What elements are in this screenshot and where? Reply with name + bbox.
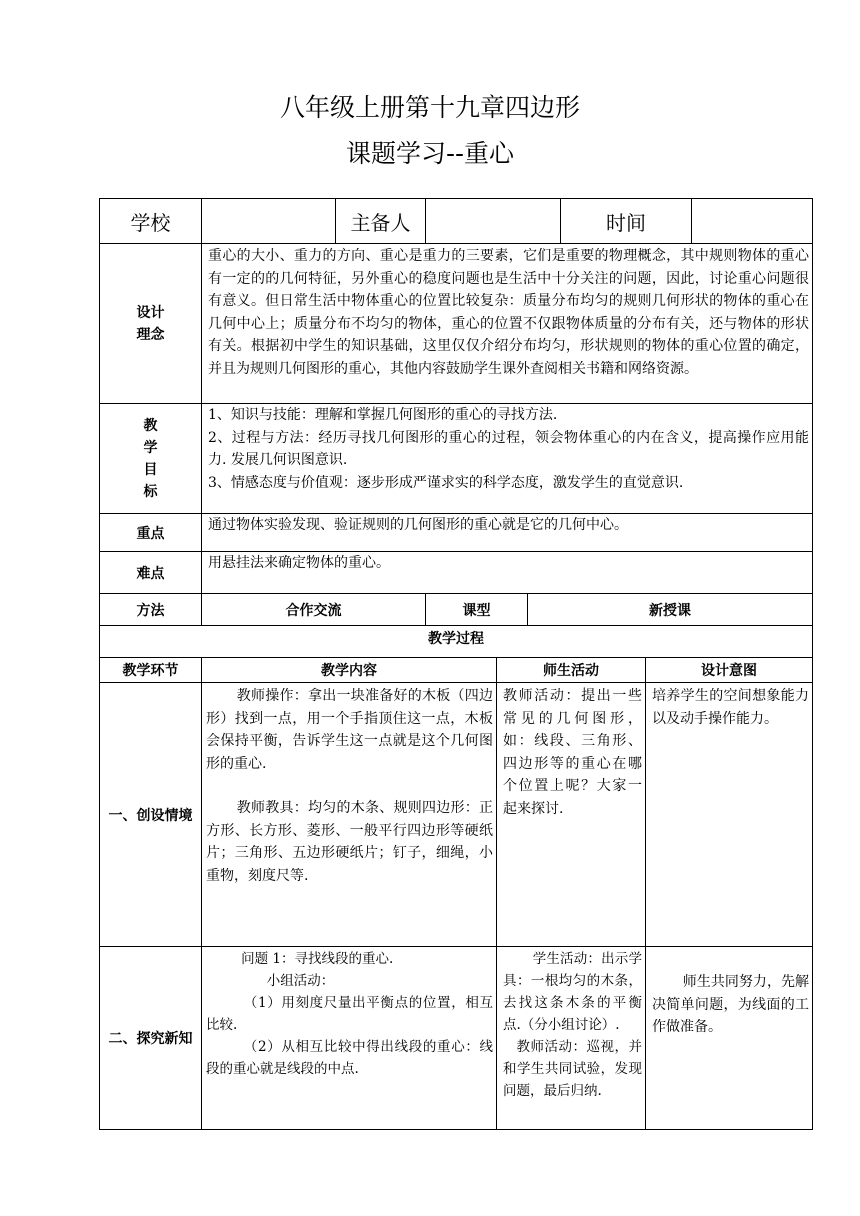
document-subtitle: 课题学习--重心	[345, 139, 515, 168]
column-header-content: 教学内容	[321, 663, 377, 679]
stage-2-label: 二、探究新知	[108, 1031, 193, 1047]
preparer-label: 主备人	[350, 210, 411, 235]
stage-2-intent: 师生共同努力，先解决简单问题，为线面的工作做准备。	[652, 974, 809, 1035]
stage-1-intent: 培养学生的空间想象能力以及动手操作能力。	[652, 688, 809, 727]
difficulty-label: 难点	[136, 565, 165, 582]
stage-1-label: 一、创设情境	[108, 807, 193, 824]
key-point-text: 通过物体实验发现、验证规则的几何图形的重心就是它的几何中心。	[208, 517, 628, 533]
process-heading: 教学过程	[428, 631, 484, 647]
objective-item: 1、知识与技能：理解和掌握几何图形的重心的寻找方法.	[208, 407, 558, 423]
method-label: 方法	[136, 602, 165, 619]
column-header-activity: 师生活动	[543, 663, 599, 679]
design-concept-label: 设计 理念	[136, 304, 165, 343]
column-header-stage: 教学环节	[122, 663, 179, 679]
lesson-type-value: 新授课	[649, 602, 691, 619]
objectives-label: 教 学 目 标	[143, 417, 158, 500]
objective-item: 3、情感态度与价值观：逐步形成严谨求实的科学态度，激发学生的直觉意识.	[208, 474, 684, 491]
stage-2-content: 问题 1：寻找线段的重心. 小组活动： （1）用刻度尺量出平衡点的位置，相互比较. （2）从相互比较中得出线段的重心：线段的重心就是线段的中点.	[206, 951, 493, 1077]
key-point-label: 重点	[136, 525, 165, 542]
stage-1-content: 教师操作：拿出一块准备好的木板（四边形）找到一点，用一个手指顶住这一点，木板会保持平衡，告诉学生这一点就是这个几何图形的重心. 教师教具：均匀的木条、规则四边形：正方形、长方形、菱形、一般平行四边形等硬纸片；三角形、五边形硬纸片；钉子，细绳，小重物，刻度尺等.	[206, 688, 493, 884]
time-value[interactable]	[692, 199, 812, 243]
lesson-type-label: 课型	[462, 602, 491, 619]
preparer-value[interactable]	[426, 199, 560, 243]
method-value: 合作交流	[285, 602, 342, 619]
objectives-list	[205, 404, 812, 513]
design-concept-text: 重心的大小、重力的方向、重心是重力的三要素，它们是重要的物理概念，其中规则物体的重心有一定的的几何特征，另外重心的稳度问题也是生活中十分关注的问题，因此，讨论重心问题很有意义。但日常生活中物体重心的位置比较复杂：质量分布均匀的规则几何形状的物体的重心在几何中心上；质量分布不均匀的物体，重心的位置不仅跟物体质量的分布有关，还与物体的形状有关。根据初中学生的知识基础，这里仅仅介绍分布均匀，形状规则的物体的重心位置的确定，并且为规则几何图形的重心，其他内容鼓励学生课外查阅相关书籍和网络资源。	[208, 248, 809, 377]
document-title: 八年级上册第十九章四边形	[279, 93, 580, 122]
school-value[interactable]	[202, 199, 335, 243]
time-label: 时间	[606, 210, 646, 235]
column-header-intent: 设计意图	[701, 663, 757, 679]
school-label: 学校	[130, 210, 171, 235]
objective-item: 2、过程与方法：经历寻找几何图形的重心的过程，领会物体重心的内在含义，提高操作应用能力. 发展几何识图意识.	[208, 429, 809, 468]
difficulty-text: 用悬挂法来确定物体的重心。	[208, 555, 390, 571]
stage-2-activity: 学生活动：出示学具：一根均匀的木条，去找这条木条的平衡点.（分小组讨论）. 教师活动：巡视，并和学生共同试验，发现问题，最后归纳.	[503, 951, 642, 1099]
stage-1-activity: 教师活动：提出一些常见的几何图形，如：线段、三角形、四边形等的重心在哪个位置上呢？大家一起来探讨.	[503, 688, 642, 817]
